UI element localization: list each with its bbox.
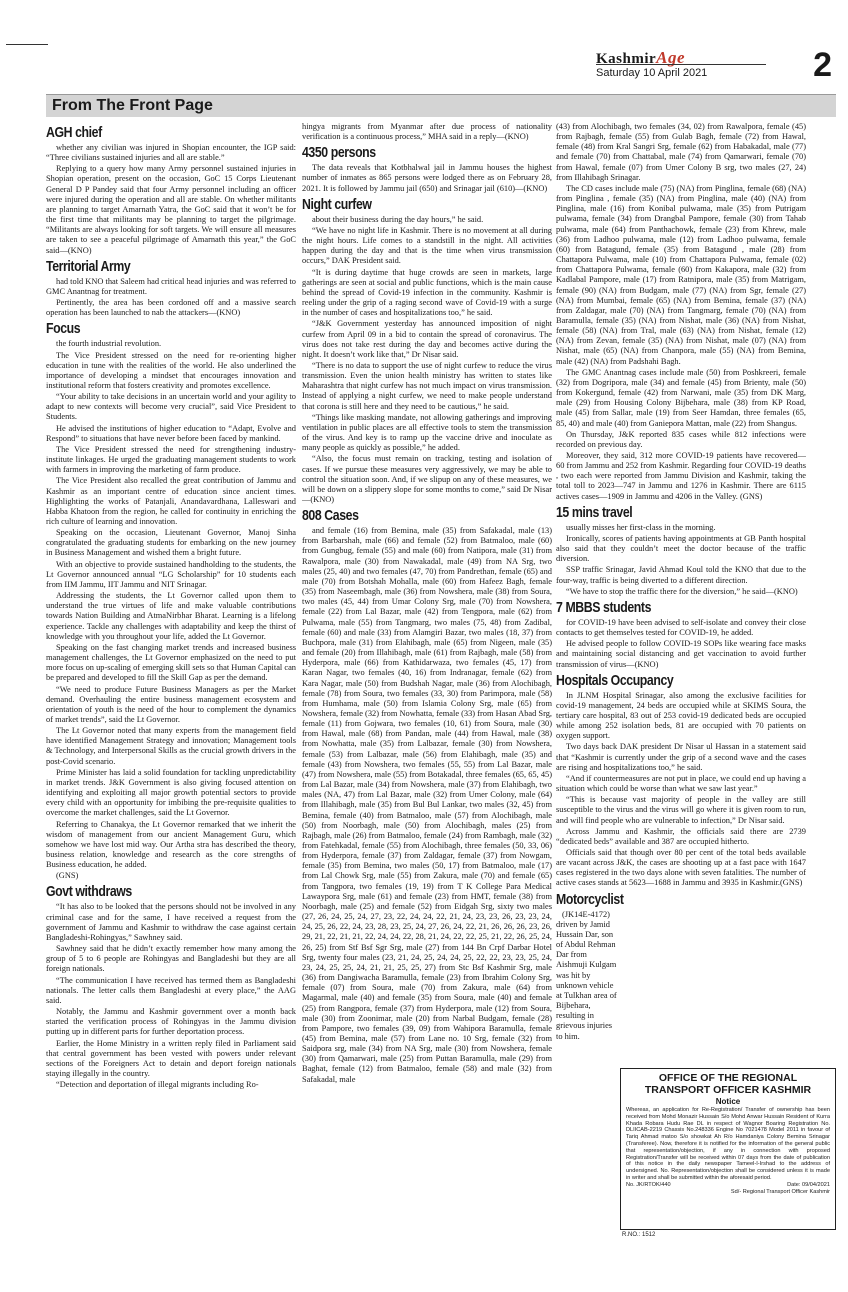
- masthead: [596, 48, 836, 88]
- paragraph: hingya migrants from Myanmar after due process of nationality verification is a continuous process,” MHA said in a reply—(KNO): [302, 122, 552, 142]
- paragraph: The Vice President stressed on the need for re-orienting higher education in tune with the realities of the world. He also underlined the importance of developing a mindset that encourages innovation and institutional reform that fosters creativity and promotes excellence.: [46, 350, 296, 390]
- paragraph: The Vice President also recalled the great contribution of Jammu and Kashmir as an important centre of education since ancient times. Highlighting the works of Patanjali, Anandavardhana, Lalleswari and Habba Khatoon from the region, he called for continuity in enriching the rich culture of learning and innovation.: [46, 476, 296, 526]
- headline-territorial-army: Territorial Army: [46, 257, 131, 275]
- paragraph: “J&K Government yesterday has announced imposition of night curfew from April 09 in a bid to contain the spread of coronavirus. The virus does not take rest during the day and becomes active during the night. It doesn’t work like that,” Dr Nisar said.: [302, 319, 552, 359]
- paragraph: Ironically, scores of patients having appointments at GB Panth hospital also said that they couldn’t meet the doctor because of the traffic diversion.: [556, 533, 806, 564]
- paragraph: (43) from Alochibagh, two females (34, 02) from Rawalpora, female (45) from Rajbagh, female (55) from Gulab Bagh, female (72) from Hawal, female (48) from Kral Sangri Srg, female (62) from Habakadal, male (77) and female (70) from Chattabal, male (74) from Qamarwari, female (70) from Hawal, female (07) from Umer Colony B srg, two males (27, 24) from Illahibagh Srinagar.: [556, 122, 806, 182]
- paragraph: Earlier, the Home Ministry in a written reply filed in Parliament said that central government has been vested with powers under relevant sections of the Foreigners Act to detain and deport foreign nationals staying illegally in the country.: [46, 1038, 296, 1078]
- masthead-date: Saturday 10 April 2021: [596, 67, 708, 79]
- headline-7-mbbs-students: 7 MBBS students: [556, 598, 652, 616]
- notice-rno: R.NO.: 1512: [622, 1232, 656, 1238]
- paragraph: He advised people to follow COVID-19 SOPs like wearing face masks and maintaining social distancing and get vaccination to avoid further transmission of virus—(KNO): [556, 639, 806, 669]
- paragraph: Referring to Chanakya, the Lt Governor remarked that we inherit the wisdom of management from our ancient Management Guru, which somehow we have lost mid way. Our Artha stra has described the theory, business relation, knowledge and research as the core strengths of Business education, he added.: [46, 819, 296, 870]
- paragraph: and female (16) from Bemina, male (35) from Safakadal, male (13) from Barbarshah, male (66) and female (52) from Batmaloo, male (60) from Gungbug, female (55) and male (60) from Natipora, male (31) from Rawalpora, male (30) from Nawakadal, male (49) from NA Srg, two males (25, 40) and two females (47, 70) from Pandrethan, female (65) and male (70) from Botshah Mohalla, male (60) from Hafeez Bagh, female (35) from Naseembagh, male (36) from Nowshera, male (38) from Soura, two males (45, 44) from Umar Colony Srg, male (70) from Nowshera, female (22) from Lal Bazar, male (42) from Tengpora, male (62) from Pulwama, male (55) from Tangmarg, two males (75, 48) from Zadibal, female (60) and male (33) from Alamgiri Bazar, two males (18, 37) from Buchpora, male (31) from Elahibagh, male (65) from Nigeen, male (35) and female (20) from Illahibagh, male (61) from Rajbagh, male (58) from Hyderpora, male (66) from Kathidarwaza, two females (45, 17) from Karan Nagar, two females (40, 16) from Indranagar, female (62) from Kara Nagar, male (50) from Budshah Nagar, male (36) from Alochibagh, female (78) from Soura, two females (33, 30) from Parimpora, male (58) from Humhama, male (50) from Islamia Colony Srg, male (65) from Nowshera, female (32) from Nowhatta, female (33) from Hasan Abad Srg, female (11) from Gojwara, two females (10, 61) from Soura, male (30) from Hawal, male (68) from Pandan, male (44) from Hawal, male (38) from Nowhatta, male (35) from Lalbazar, female (30) from Nowshera, female (53) from Lalbazar, male (56) from Elahibagh, male (35) and female (43) from Nowshera, two females (55, 55) from Lal Bazar, male (47) from Nowshera, male (55) from Botakadal, three females (65, 65, 45) from Lal Bazar, male (34) from Nowshera, male (37) from Elahibagh, two males (NA, 47) from Lal Bazar, male (32) from Umer Colony, male (64) from Illahibagh, male (35) from Bul Bul Lankar, two males (32, 45) from Bemina, female (40) from Batmaloo, male (57) from Alochibagh, male (50) from Noorbagh, male (50) from Alochibagh, males (25) from Rajbagh, male (26) from Batmaloo, female (24) from Rambagh, male (32) from Fatehkadal, female (55) from Alochibagh, three females (50, 33, 06) from Hyderpora, female (37) from Zaldagar, female (37) from Nowgam, female (35) from Bemina, two males (50, 17) from Batmaloo, male (17) from Lal Chowk Srg, male (55) from Zakura, male (70) and female (65) from Tangpora, two females (19, 19) from T K College Para Medical Lawaypora Srg, male (61) and female (23) from HMT, female (38) from Noorbagh, male (25) and female (52) from Eidgah Srg, sixty two males (27, 26, 24, 25, 24, 27, 23, 22, 24, 24, 22, 21, 24, 23, 23, 26, 23, 23, 24, 24, 25, 26, 22, 24, 23, 28, 23, 25, 24, 27, 26, 24, 22, 21, 26, 26, 26, 23, 26, 29, 21, 22, 21, 21, 22, 24, 24, 22, 28, 21, 24, 22, 22, 25, 21, 22, 26, 25, 24, 26, 25) from Stf Bsf Sgr Srg, male (27) from 144 Bn Crpf Darbar Hotel Srg, twenty four males (23, 21, 24, 25, 24, 24, 25, 22, 22, 23, 23, 25, 24, 23, 24, 25, 25, 24, 21, 21, 25, 25, 27) from Stc Bsf Kashmir Srg, male (36) from Dangiwacha Baramulla, female (23) from Ibrahim Colony Srg, female (07) from Soura, male (70) from Zakura, male (64) from Magarmal, male (40) and female (35) from Soura, male (40) and female (25) from Rangpora, female (37) from Hyderpora, male (12) from Soura, male (30) from Zoonimar, male (20) from Narbal Budgam, female (28) from Pampore, two females (39, 09) from Wahipora Baramulla, female (45) from Bemina, male (57) from Lane no. 10 Srg, female (32) from Saidpora srg, male (34) from NA Srg, male (30) from Nowshera, female (30) from Qamarwari, male (25) from Puttan Baramulla, male (29) from Baghat, female (12) from Batmaloo, female (58) and male (32) from Safakadal, male: [302, 526, 552, 1084]
- paragraph: SSP traffic Srinagar, Javid Ahmad Koul told the KNO that due to the four-way, traffic is being diverted to a different direction.: [556, 565, 806, 585]
- paragraph: Prime Minister has laid a solid foundation for tackling unpredictability in market trends. J&K Government is also giving focused attention on identifying and exploiting all major growth potential sectors to provide every child with an opportunity for imbibing the pre-requisite qualities to overcome the market challenges, said the Lt Governor.: [46, 767, 296, 818]
- paragraph: had told KNO that Saleem had critical head injuries and was referred to GMC Anantnag for treatment.: [46, 276, 296, 296]
- paragraph: (GNS): [56, 871, 79, 881]
- notice-ref-row: [626, 1182, 830, 1189]
- paragraph: the fourth industrial revolution.: [56, 339, 162, 349]
- paragraph: “It has also to be looked that the persons should not be involved in any criminal case and for the same, I have received a request from the government of Jammu and Kashmir to withdraw the case against certain Bangladeshi-Rohingyas,” Sawhney said.: [46, 902, 296, 942]
- headline-hospitals-occupancy: Hospitals Occupancy: [556, 671, 674, 689]
- headline-agh-chief: AGH chief: [46, 124, 102, 141]
- paragraph: usually misses her first-class in the morning.: [566, 522, 716, 532]
- headline-motorcyclist: Motorcyclist: [556, 890, 624, 908]
- paragraph: The data reveals that Kotbhalwal jail in Jammu houses the highest number of inmates as 865 persons were lodged there as on February 28, 2021. It is followed by Jammu jail (650) and Srinagar jail (610)—(KNO): [302, 163, 552, 193]
- paragraph: Addressing the students, the Lt Governor called upon them to understand the true virtues of life and make valuable contributions towards Nation Building and AtmaNirbhar Bharat. Learning is a lifelong experience. Tackle any challenges with adaptability and keep the thirst of knowledge with you throughout your life, added the Lt Governor.: [46, 591, 296, 641]
- paragraph: In JLNM Hospital Srinagar, also among the exclusive facilities for covid-19 management, 24 beds are occupied while at SKIMS Soura, the tertiary care hospital, 83 out of 253 covid-19 dedicated beds are occupied while among 252 isolation beds, 81 are occupied with 70 patients on oxygen support.: [556, 690, 806, 741]
- paragraph: “We need to produce Future Business Managers as per the Market demand. Overhauling the entire business management ecosystem and orientation of youth is the need of the hour to complement the dynamics of market trends”, said the Lt Governor.: [46, 684, 296, 724]
- headline-808-cases: 808 Cases: [302, 507, 359, 525]
- top-rule: [6, 44, 48, 45]
- paragraph: “There is no data to support the use of night curfew to reduce the virus transmission. Even the union health ministry has written to states like Maharashtra that night curfew has not much impact on virus transmission. Instead of applying a night curfew, we need to make people understand that corona is still here and they need to be cautious,” he said.: [302, 360, 552, 411]
- masthead-logo: KashmirAge: [596, 48, 686, 67]
- paragraph: Replying to a query how many Army personnel sustained injuries in Shopian operation, present on the occasion, GoC 15 Corps Lieutenant General D P Pandey said that four Army personnel including an officer were injured during the operation and all are stable. On whether militants are planning to target Amarnath Yatra, the GoC said that it won’t be for the first time that militants may be planning to target the pilgrimage. “Militants are always looking for soft targets. We will ensure all measures are taken to see a peaceful pilgrimage of Amarnath this year,” the GoC said—(KNO): [46, 164, 296, 255]
- paragraph: Sawhney said that he didn’t exactly remember how many among the group of 5 to 6 people are Rohingyas and Bangladeshi but they are all foreign nationals.: [46, 944, 296, 974]
- paragraph: The CD cases include male (75) (NA) from Pinglina, female (68) (NA) from Pinglina , female (35) (NA) from Pinglina, male (40) (NA) from Pinglina, male (16) from Konibal pulwama, male (35) from Putrigam pulwama, female (34) from Drangbal Pampore, female (30) from Tahab pulwama, male (64) from Panthachowk, female (23) from Khrew, male (36) from Ladhoo pulwama, male (12) from Ladhoo pulwama, female (60) from Batagund, female (35) from Batagund , male (28) from Chattapora Pulwama, male (10) from Chattapora Pulwama, female (02) from Chattapora Pulwama, female (60) from Kakapora, male (32) from Kadlabal Pampore, male (17) from Ratnipora, male (35) from Matrigam, female (90) (NA) from Budgam, male (77) (NA) from Sgr, female (27) (NA) from Mumbai, female (65) (NA) from Bemina, female (37) (NA) from Zaldagar, male (70) (NA) from Tangmarg, female (70) (NA) from Baramulla, female (35) (NA) from Nishat, male (36) (NA) from Nishat, female (58) (NA) from Tral, male (63) (NA) from Nishat, female (12) (NA) from Zevan, female (35) (NA) from Nishat, male (07) (NA) from Nishat, male (65) (NA) from Chanpora, male (55) (NA) from Bemina, male (42) (NA) from Padshahi Bagh.: [556, 183, 806, 366]
- notice-body: Whereas, an application for Re-Registration/ Transfer of ownership has been received from Mohd Monazir Hussain S/o Mohd Anwar Hussain Resident of Kurra Khada Robara Hudu Rae DL in respect of Wagnor Boaring Registration No. DLIICAB-2219 Chassis No.248336 Engine No 7021478 Model 2011 in favour of Tariq Ahmad matoo S/o showkat Ah R/o Hamdaniya Colony Bemina Srinagar (Transferee). Now, therefore it is notified for the information of the general public that representation/objection, if any in connection with proposed Registration/Transfer will be received within 07 days from the date of publication of this notice in the daily newspaper Tameel-I-Irshad to the address of undersigned. No. Representation/objection shall be considered unless it is made in writer and shall be submitted within the aforesaid period.: [626, 1107, 830, 1181]
- paragraph: “Your ability to take decisions in an uncertain world and your agility to adapt to new contexts will become very crucial”, said Vice President to Students.: [46, 392, 296, 422]
- paragraph: “We have to stop the traffic there for the diversion,” he said—(KNO): [566, 586, 798, 596]
- paragraph: “And if countermeasures are not put in place, we could end up having a situation which could be worse than what we saw last year.”: [556, 773, 806, 794]
- notice-ref-no: No. JK/RTOK/440: [626, 1181, 671, 1188]
- section-title: From The Front Page: [52, 97, 213, 114]
- headline-night-curfew: Night curfew: [302, 195, 372, 213]
- paragraph: “It is during daytime that huge crowds are seen in markets, large gatherings are seen at social and public functions, which is the main cause behind the spread of Covid-19 infection in the community. Kashmir is reeling under the grip of a raging second wave of Covid-19 with a surge in the number of cases and hospitalizations too,” he said.: [302, 267, 552, 318]
- paragraph: With an objective to provide sustained handholding to the students, the Lt Governor announced annual “LG Scholarship” for 10 students each from IIM Jammu, IIT Jammu and NIT Srinagar.: [46, 559, 296, 589]
- paragraph: for COVID-19 have been advised to self-isolate and convey their close contacts to get themselves tested for COVID-19, he added.: [556, 617, 806, 638]
- paragraph: Officials said that though over 80 per cent of the total beds available are vacant across J&K, the cases are shooting up at a fast pace with 1647 cases registered in the two days alone with seven fatalities. The number of active cases stands at 5623—1688 in Jammu and 3935 in Kashmir.(GNS): [556, 848, 806, 888]
- paragraph: The Lt Governor noted that many experts from the management field have identified Management Strategy and innovation; Management tools & Technology, and Interpersonal Skills as the crucial growth drivers in the post-Covid scenario.: [46, 726, 296, 766]
- paragraph: about their business during the day hours,” he said.: [312, 214, 484, 224]
- notice-title-line-1: OFFICE OF THE REGIONAL: [658, 1072, 798, 1084]
- paragraph: Pertinently, the area has been cordoned off and a massive search operation has been launched to nab the attackers—(KNO): [46, 298, 296, 318]
- paragraph: whether any civilian was injured in Shopian encounter, the IGP said: “Three civilians sustained injuries and all are stable.”: [46, 143, 296, 163]
- paragraph: “Detection and deportation of illegal migrants including Ro-: [56, 1080, 259, 1090]
- notice-title-line-2: TRANSPORT OFFICER KASHMIR: [644, 1084, 812, 1096]
- paragraph: “The communication I have received has termed them as Bangladeshi nationals. The letter calls them Bangladeshi at every place,” the AAG said.: [46, 975, 296, 1005]
- headline-focus: Focus: [46, 320, 81, 338]
- headline-4350-persons: 4350 persons: [302, 144, 376, 162]
- paragraph: “This is because vast majority of people in the valley are still susceptible to the virus and the virus will go where it is given room to run, and will find people who are vulnerable to infection,” Dr Nisar said.: [556, 795, 806, 825]
- paragraph: Two days back DAK president Dr Nisar ul Hassan in a statement said that “Kashmir is currently under the grip of a second wave and the cases are rising and hospitalizations too,” he said.: [556, 742, 806, 772]
- notice-signature: Sd/- Regional Transport Officer Kashmir: [730, 1188, 830, 1195]
- paragraph: “Things like masking mandate, not allowing gatherings and improving ventilation in public places are all effective tools to stem the transmission of the virus. And key is to ramp up the vaccine drive and inoculate as many people as quickly as possible,” he added.: [302, 412, 552, 453]
- paragraph: Speaking on the occasion, Lieutenant Governor, Manoj Sinha congratulated the graduating students for embarking on the new journey in Business Management and wished them a bright future.: [46, 528, 296, 558]
- paragraph: The GMC Anantnag cases include male (50) from Poshkreeri, female (32) from Dogripora, male (34) and female (45) from Brienty, male (50) from Kokergund, female (42) from Narwani, male (35) from DK Marg, male (29) from Housing Colony Bijbehara, male (38) from KP Road, male (45) from Sallar, male (19) from Seer Hamdan, three females (65, 85, 40) and male (40) from Ganiepora Mattan, male (22) from Shangus.: [556, 367, 806, 428]
- page-number: 2: [813, 46, 832, 84]
- column-1: [46, 122, 296, 1242]
- paragraph: “Also, the focus must remain on tracking, testing and isolation of cases. If we pursue these measures very aggressively, we may be able to control the situation soon. And, if we slipup on any of these measures, we will be down on a slippery slope for some months to come,” said Dr Nisar—(KNO): [302, 454, 552, 504]
- paragraph: Across Jammu and Kashmir, the officials said there are 2739 “dedicated beds” available and 387 are occupied hitherto.: [556, 826, 806, 846]
- paragraph: On Thursday, J&K reported 835 cases while 812 infections were recorded on previous day.: [556, 429, 806, 449]
- motorcyclist-story: [556, 910, 806, 1042]
- paragraph: (JK14E-4172) driven by Jamid Hussain Dar, son of Abdul Rehman Dar from Aishmuji Kulgam was hit by unknown vehicle at Tulkhan area of Bijbehara, resulting in grievous injuries to him.: [556, 909, 617, 1041]
- section-header: [46, 94, 836, 117]
- masthead-rule: [596, 64, 766, 65]
- paragraph: Notably, the Jammu and Kashmir government over a month back started the verification process of Rohingyas in the Jammu division putting up in different parts for further deportation process.: [46, 1007, 296, 1037]
- column-2: [302, 122, 552, 1242]
- rto-notice-box: [620, 1068, 836, 1230]
- paragraph: The Vice President stressed the need for strengthening industry-institute linkages. He urged the graduating management students to work with farmers in improving the marketing of farm produce.: [46, 444, 296, 475]
- notice-subtitle: Notice: [715, 1097, 741, 1106]
- paragraph: Moreover, they said, 312 more COVID-19 patients have recovered—60 from Jammu and 252 from Kashmir. Regarding four COVID-19 deaths , two each were reported from Jammu Division and Kashmir, taking the total toll to 2023—747 in Jammu and 1276 in Kashmir. There are 6115 actives cases—1909 in Jammu and 4206 in the Valley. (GNS): [556, 451, 806, 501]
- headline-govt-withdraws: Govt withdraws: [46, 883, 132, 901]
- paragraph: “We have no night life in Kashmir. There is no movement at all during the night hours. Life comes to a standstill in the night. All activities happen during the day and that is the time when virus transmission occurs,” DAK President said.: [302, 225, 552, 266]
- paragraph: He advised the institutions of higher education to “Adapt, Evolve and Respond” to situations that have never before been faced by mankind.: [46, 423, 296, 443]
- notice-date: Date: 09/04/2021: [787, 1181, 830, 1188]
- headline-15-mins-travel: 15 mins travel: [556, 503, 633, 521]
- paragraph: Speaking on the fast changing market trends and increased business management challenges, the Lt Governor emphasized on the need to put more focus on up-scaling of emerging skill sets so that Human Capital can be prepared and developed to fill the Skill Gap as per the demand.: [46, 642, 296, 683]
